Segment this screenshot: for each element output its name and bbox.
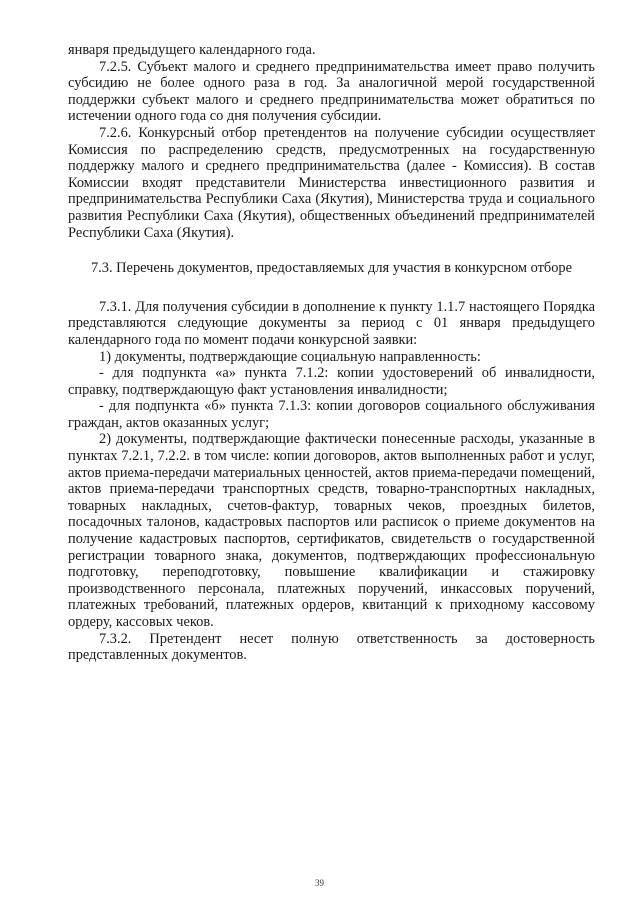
paragraph: 2) документы, подтверждающие фактически понесенные расходы, указанные в пунктах 7.2.1, 7.2.2. в том числе: копии договоров, актов выполненных работ и услуг, актов приема-передачи материальных ценностей, актов приема-передачи помещений, актов приема-передачи транспортных средств, товарно-транспортных накладных, товарных накладных, счетов-фактур, товарных чеков, проездных билетов, посадочных талонов, кадастровых паспортов или расписок о приеме документов на получение кадастровых паспортов, сертификатов, свидетельств о государственной регистрации товарного знака, документов, подтверждающих профессиональную подготовку, переподготовку, повышение квалификации и стажировку производственного персонала, платежных поручений, инкассовых поручений, платежных требований, платежных ордеров, квитанций к приходному кассовому ордеру, кассовых чеков. — [68, 431, 595, 630]
section-heading: 7.3. Перечень документов, предоставляемых для участия в конкурсном отборе — [90, 260, 572, 277]
paragraph: 7.3.2. Претендент несет полную ответственность за достоверность представленных документов. — [68, 630, 595, 664]
paragraph: 7.2.5. Субъект малого и среднего предпринимательства имеет право получить субсидию не более одного раза в год. За аналогичной мерой государственной поддержки субъект малого и среднего предпринимательства может обратиться по истечении одного года со дня получения субсидии. — [68, 58, 595, 125]
paragraph: 7.3.1. Для получения субсидии в дополнение к пункту 1.1.7 настоящего Порядка представляются следующие документы за период с 01 января предыдущего календарного года по момент подачи конкурсной заявки: — [68, 298, 595, 348]
paragraphs-after-heading — [68, 299, 595, 664]
paragraph: - для подпункта «а» пункта 7.1.2: копии удостоверений об инвалидности, справку, подтверждающую факт установления инвалидности; — [68, 365, 595, 398]
paragraphs-before-heading — [68, 42, 595, 241]
paragraph: 1) документы, подтверждающие социальную направленность: — [99, 348, 481, 365]
page-number: 39 — [315, 878, 324, 888]
paragraph: - для подпункта «б» пункта 7.1.3: копии договоров социального обслуживания граждан, актов оказанных услуг; — [68, 398, 595, 431]
document-page — [68, 42, 595, 664]
paragraph: 7.2.6. Конкурсный отбор претендентов на получение субсидии осуществляет Комиссия по распределению средств, предусмотренных на государственную поддержку малого и среднего предпринимательства (далее - Комиссия). В состав Комиссии входят представители Министерства инвестиционного развития и предпринимательства Республики Саха (Якутия), Министерства труда и социального развития Республики Саха (Якутия), общественных объединений предпринимателей Республики Саха (Якутия). — [68, 124, 595, 241]
paragraph: января предыдущего календарного года. — [68, 42, 316, 58]
